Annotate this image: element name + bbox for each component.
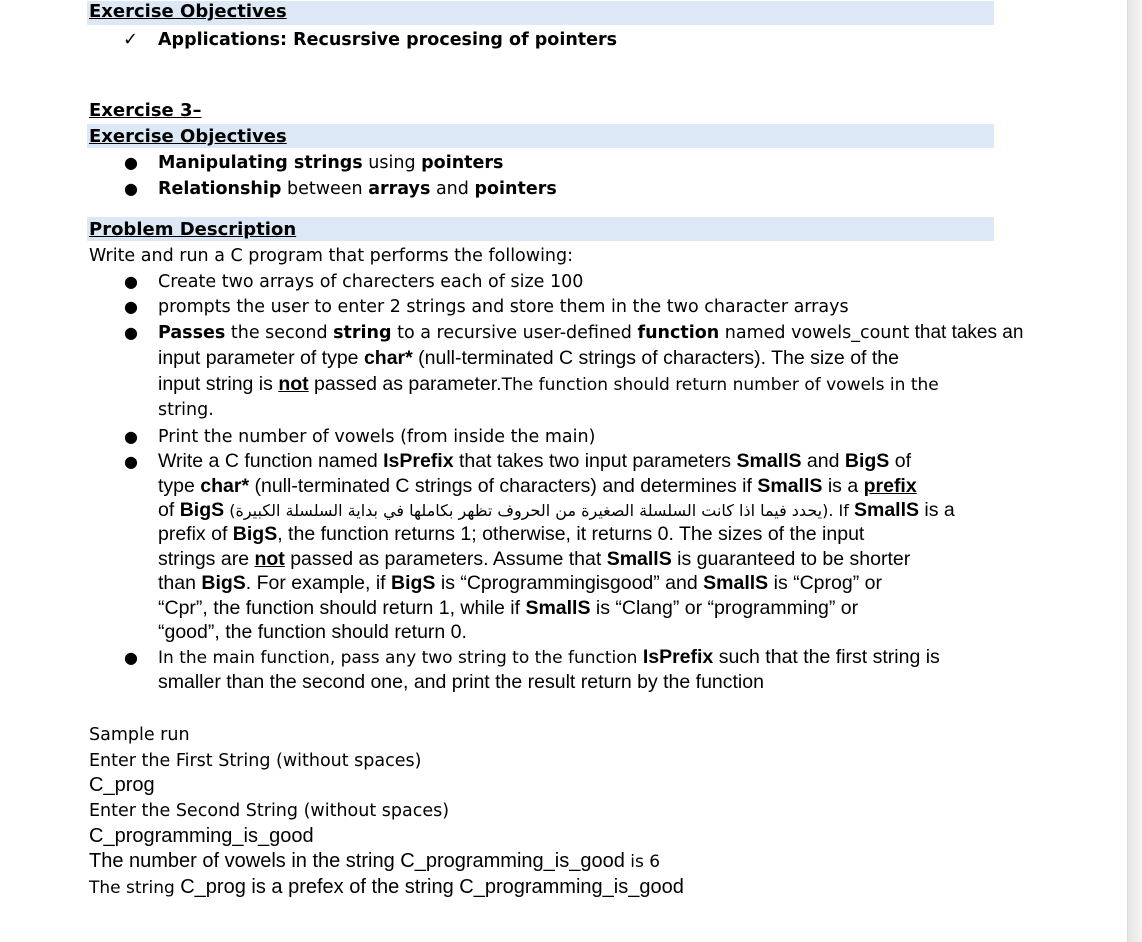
sample-input-1: C_prog: [89, 774, 155, 796]
sample-run-title: Sample run: [89, 725, 190, 745]
task-item-3-line-3: input string is not passed as parameter.The function should return number of vowels in the: [158, 373, 939, 395]
exercise-objectives-heading-2: Exercise Objectives: [89, 126, 287, 147]
task-item-6-line-2: smaller than the second one, and print the result return by the function: [158, 671, 764, 693]
problem-description-heading: Problem Description: [89, 219, 297, 240]
task-item-3-line-2: input parameter of type char* (null-terminated C strings of characters). The size of the: [158, 347, 899, 369]
bullet-icon: ●: [124, 297, 138, 316]
task-item-3-line-1: Passes the second string to a recursive user-defined function named vowels_count that takes an: [158, 322, 1024, 343]
sample-result-1: The number of vowels in the string C_programming_is_good is 6: [89, 850, 661, 872]
bullet-icon: ●: [124, 272, 138, 291]
checkmark-icon: ✓: [123, 29, 139, 50]
task-item-3-line-4: string.: [158, 400, 214, 420]
task-item-5-line-2: type char* (null-terminated C strings of characters) and determines if SmallS is a prefix: [158, 475, 917, 497]
sample-result-2: The string C_prog is a prefex of the string C_programming_is_good: [89, 876, 684, 898]
task-item-5-line-5: strings are not passed as parameters. Assume that SmallS is guaranteed to be shorter: [158, 548, 911, 570]
task-item-1: Create two arrays of charecters each of size 100: [158, 272, 584, 292]
bullet-icon: ●: [124, 427, 138, 446]
sample-input-2: C_programming_is_good: [89, 825, 314, 847]
bullet-icon: ●: [124, 452, 138, 471]
task-item-5-line-3: of BigS (يحدد فيما اذا كانت السلسلة الصغيرة من الحروف تظهر بكاملها في بداية السلسلة الكبيرة). If SmallS is a: [158, 499, 955, 521]
task-item-6-line-1: In the main function, pass any two string to the function IsPrefix such that the first string is: [158, 646, 940, 668]
objective-item: Manipulating strings using pointers: [158, 153, 504, 173]
sample-prompt-1: Enter the First String (without spaces): [89, 751, 422, 771]
exercise-title: Exercise 3–: [89, 100, 202, 121]
task-item-4: Print the number of vowels (from inside the main): [158, 427, 596, 447]
bullet-icon: ●: [124, 323, 138, 342]
exercise-objectives-heading: Exercise Objectives: [89, 1, 287, 22]
bullet-icon: ●: [124, 648, 138, 667]
bullet-icon: ●: [124, 179, 138, 198]
problem-intro: Write and run a C program that performs the following:: [89, 246, 574, 266]
task-item-5-line-7: “Cpr”, the function should return 1, while if SmallS is “Clang” or “programming” or: [158, 597, 859, 619]
page-edge-scrollbar[interactable]: [1127, 0, 1142, 942]
task-item-5-line-6: than BigS. For example, if BigS is “Cprogrammingisgood” and SmallS is “Cprog” or: [158, 572, 882, 594]
sample-prompt-2: Enter the Second String (without spaces): [89, 801, 450, 821]
task-item-5-line-4: prefix of BigS, the function returns 1; otherwise, it returns 0. The sizes of the input: [158, 523, 865, 545]
task-item-5-line-1: Write a C function named IsPrefix that takes two input parameters SmallS and BigS of: [158, 450, 911, 472]
bullet-icon: ●: [124, 153, 138, 172]
objective-check-item: Applications: Recusrsive procesing of pointers: [158, 30, 618, 50]
task-item-2: prompts the user to enter 2 strings and store them in the two character arrays: [158, 297, 849, 317]
objective-item: Relationship between arrays and pointers: [158, 179, 557, 199]
task-item-5-line-8: “good”, the function should return 0.: [158, 621, 467, 643]
